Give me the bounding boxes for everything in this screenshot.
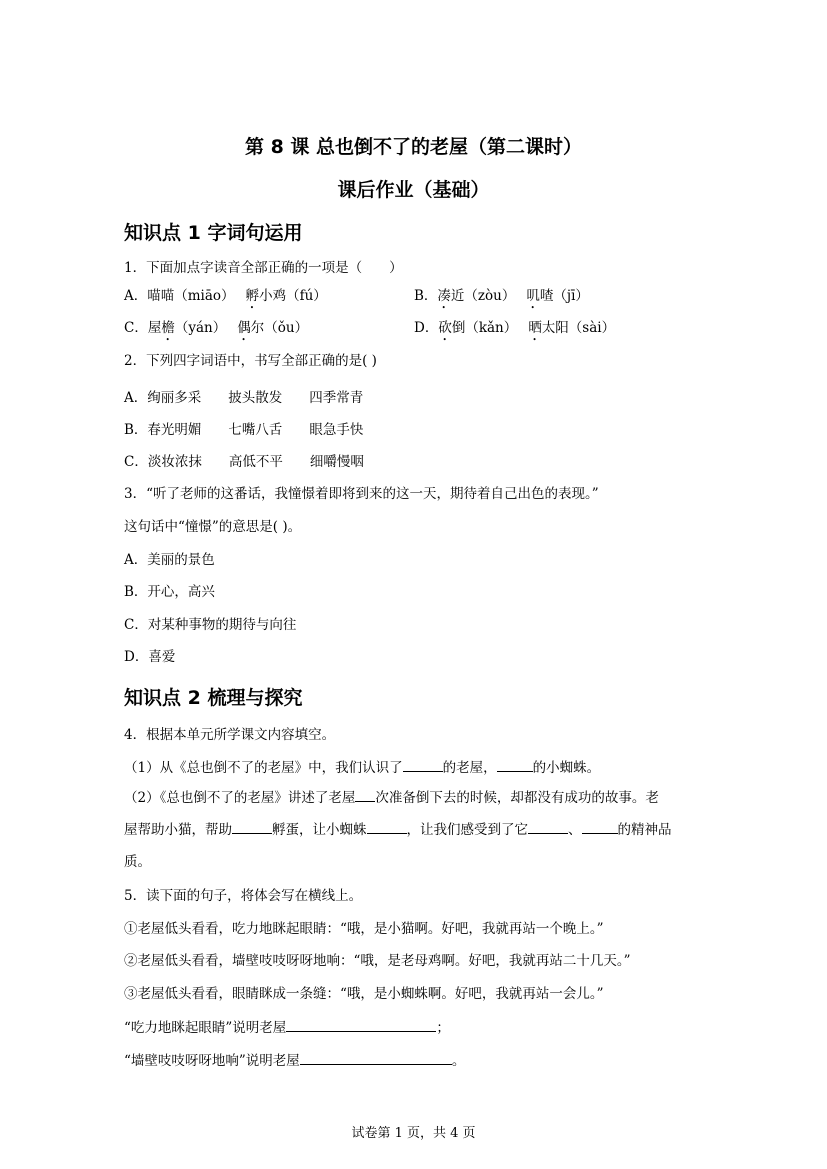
answer-blank[interactable] <box>528 819 568 834</box>
q3-sub: 这句话中“憧憬”的意思是( )。 <box>124 519 302 535</box>
q1-option-d: D．砍倒（kǎn） 晒太阳（sài） <box>414 320 616 336</box>
q3-option-c: C．对某种事物的期待与向往 <box>124 617 297 633</box>
q2-stem: 2．下列四字词语中，书写全部正确的是( ) <box>124 353 377 369</box>
q3-option-d: D．喜爱 <box>124 649 176 665</box>
answer-blank[interactable] <box>355 787 375 802</box>
answer-blank[interactable] <box>367 819 407 834</box>
q5-stem: 5．读下面的句子，将体会写在横线上。 <box>124 888 363 904</box>
q5-sentence-1: ①老屋低头看看，吃力地眯起眼睛：“哦，是小猫啊。好吧，我就再站一个晚上。” <box>124 921 604 937</box>
q1-stem: 1．下面加点字读音全部正确的一项是（ ） <box>124 260 403 276</box>
q2-option-c: C．淡妆浓抹 高低不平 细嚼慢咽 <box>124 454 364 470</box>
page-subtitle: 课后作业（基础） <box>337 179 490 201</box>
answer-blank[interactable] <box>403 757 443 772</box>
q4-part2-cont: 屋帮助小猫，帮助 孵蛋，让小蜘蛛 ，让我们感受到了它 、 的精神品 <box>124 819 672 840</box>
section-heading-1: 知识点 1 字词句运用 <box>124 222 303 244</box>
q5-sentence-3: ③老屋低头看看，眼睛眯成一条缝：“哦，是小蜘蛛啊。好吧，我就再站一会儿。” <box>124 986 604 1002</box>
q2-option-a: A．绚丽多采 披头散发 四季常青 <box>124 390 364 406</box>
q3-stem: 3．“听了老师的这番话，我憧憬着即将到来的这一天，期待着自己出色的表现。” <box>124 486 599 502</box>
q2-option-b: B．春光明媚 七嘴八舌 眼急手快 <box>124 422 364 438</box>
q5-answer-1: “吃力地眯起眼睛”说明老屋 ； <box>124 1017 450 1038</box>
q4-stem: 4．根据本单元所学课文内容填空。 <box>124 727 336 743</box>
q1-option-row-cd <box>124 318 724 344</box>
q1-option-b: B．凑近（zòu） 叽喳（jī） <box>414 288 589 304</box>
answer-blank[interactable] <box>232 819 272 834</box>
q4-part2-end: 质。 <box>124 854 151 870</box>
q1-option-c: C．屋檐（yán） 偶尔（ǒu） <box>124 320 309 336</box>
section-heading-2: 知识点 2 梳理与探究 <box>124 687 303 709</box>
answer-blank[interactable] <box>497 757 533 772</box>
q4-part1: （1）从《总也倒不了的老屋》中，我们认识了 的老屋， 的小蜘蛛。 <box>124 757 600 778</box>
q3-option-b: B．开心，高兴 <box>124 584 215 600</box>
answer-blank[interactable] <box>300 1050 452 1065</box>
q3-option-a: A．美丽的景色 <box>124 552 215 568</box>
answer-blank[interactable] <box>582 819 618 834</box>
q5-sentence-2: ②老屋低头看看，墙壁吱吱呀呀地响：“哦，是老母鸡啊。好吧，我就再站二十几天。” <box>124 953 631 969</box>
q4-part2: （2）《总也倒不了的老屋》讲述了老屋 次准备倒下去的时候，却都没有成功的故事。老 <box>124 787 659 808</box>
page-title: 第 8 课 总也倒不了的老屋（第二课时） <box>244 136 583 158</box>
page-footer: 试卷第 1 页，共 4 页 <box>351 1126 476 1141</box>
q1-option-a: A．喵喵（miāo） 孵小鸡（fú） <box>124 288 327 304</box>
q1-option-row-ab <box>124 286 724 312</box>
answer-blank[interactable] <box>286 1017 436 1032</box>
q5-answer-2: “墙壁吱吱呀呀地响”说明老屋 。 <box>124 1050 465 1071</box>
